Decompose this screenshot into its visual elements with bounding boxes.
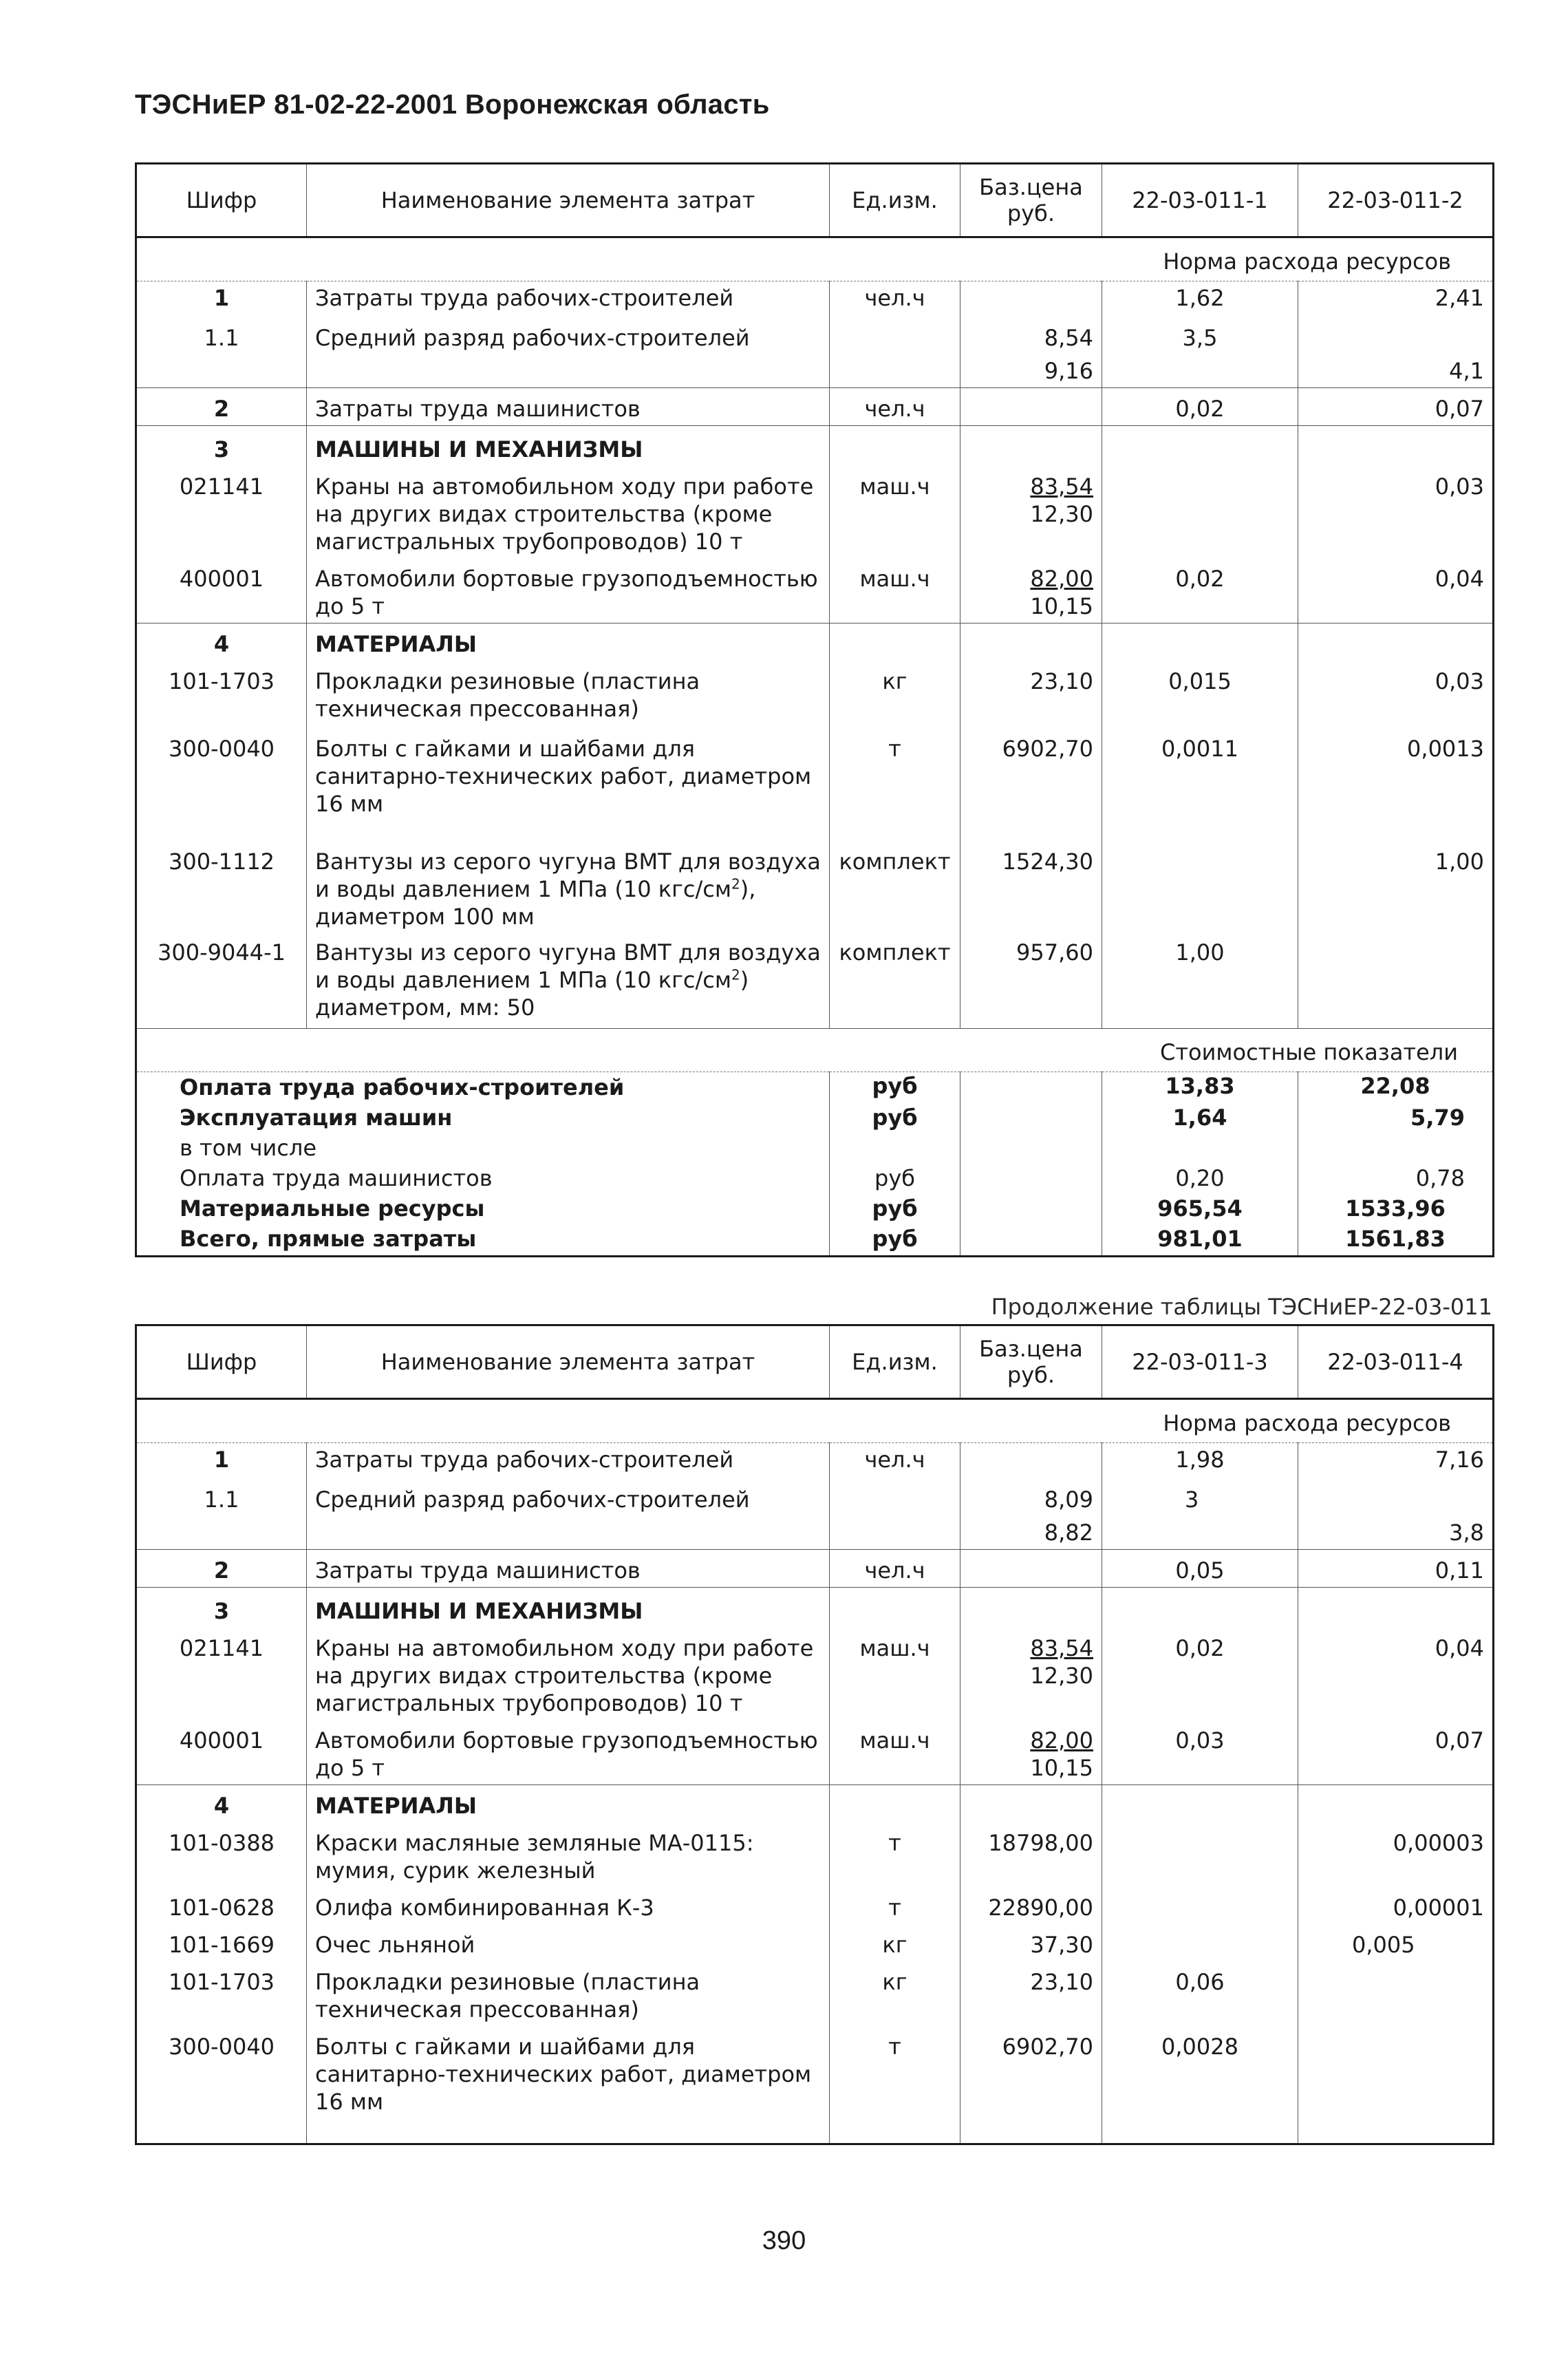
cell-price: 6902,70: [960, 725, 1102, 845]
total-n2: 5,79: [1298, 1104, 1494, 1134]
cell-price: 8,82: [960, 1516, 1102, 1550]
cell-unit: чел.ч: [830, 1443, 960, 1477]
cost-label: Стоимостные показатели: [136, 1029, 1494, 1072]
header-price: Баз.цена руб.: [960, 1325, 1102, 1399]
cell-unit: [830, 315, 960, 354]
table-row: [136, 933, 1494, 1029]
cell-price: 9,16: [960, 354, 1102, 388]
section-row: [136, 426, 1494, 467]
section-title: МАШИНЫ И МЕХАНИЗМЫ: [307, 1588, 830, 1628]
cell-code: 1.1: [204, 1486, 239, 1513]
cell-code: 021141: [179, 473, 264, 500]
total-label: в том числе: [180, 1135, 316, 1161]
section-title: МАТЕРИАЛЫ: [307, 1785, 830, 1823]
total-row: [136, 1104, 1494, 1134]
cell-n1: 0,0028: [1102, 2026, 1298, 2144]
table-row: [136, 725, 1494, 845]
cell-unit: комплект: [830, 845, 960, 933]
header-code: Шифр: [136, 1325, 307, 1399]
cell-code: [136, 354, 307, 388]
cell-n1: 0,02: [1102, 388, 1298, 426]
norm-label: Норма расхода ресурсов: [136, 1399, 1494, 1443]
cell-price: 23,10: [960, 661, 1102, 725]
cell-code: 1.1: [204, 325, 239, 351]
header-code: Шифр: [136, 164, 307, 237]
cell-n1: [1102, 466, 1298, 558]
header-n2: 22-03-011-2: [1298, 164, 1494, 237]
cell-price: [960, 1443, 1102, 1477]
cell-n2: 0,11: [1298, 1550, 1494, 1588]
cell-n2: 0,04: [1298, 1628, 1494, 1720]
section-norm: [136, 1399, 1494, 1443]
cell-name: Автомобили бортовые грузоподъемностью до 5 т: [307, 558, 830, 624]
cell-n1: [1102, 1887, 1298, 1924]
header-name: Наименование элемента затрат: [307, 164, 830, 237]
cell-n1: 0,03: [1102, 1720, 1298, 1785]
cell-price: [960, 466, 1102, 558]
cell-unit: маш.ч: [830, 466, 960, 558]
cell-name: Олифа комбинированная К-3: [307, 1887, 830, 1924]
section-title: МАШИНЫ И МЕХАНИЗМЫ: [307, 426, 830, 467]
header-price: Баз.цена руб.: [960, 164, 1102, 237]
cell-name: Краны на автомобильном ходу при работе на других видах строительства (кроме магистральных трубопроводов) 10 т: [307, 1628, 830, 1720]
section-cost: [136, 1029, 1494, 1072]
header-n2: 22-03-011-4: [1298, 1325, 1494, 1399]
cell-name: Затраты труда рабочих-строителей: [307, 281, 830, 315]
cell-n1: 0,0011: [1102, 725, 1298, 845]
section-norm: [136, 237, 1494, 281]
cell-unit: [830, 1516, 960, 1550]
table-row: [136, 466, 1494, 558]
header-unit: Ед.изм.: [830, 164, 960, 237]
cell-price: 22890,00: [960, 1887, 1102, 1924]
cell-n2: 1,00: [1298, 845, 1494, 933]
cell-name: Болты с гайками и шайбами для санитарно-технических работ, диаметром 16 мм: [307, 725, 830, 845]
page-number: 390: [762, 2226, 806, 2255]
total-label: Всего, прямые затраты: [180, 1226, 477, 1252]
header-n1: 22-03-011-1: [1102, 164, 1298, 237]
cell-code: 300-0040: [168, 2034, 275, 2060]
cell-code: 2: [213, 1557, 230, 1584]
table-header: [136, 164, 1494, 237]
table-row: [136, 388, 1494, 426]
cell-n2: 0,0013: [1298, 725, 1494, 845]
cell-unit: т: [830, 725, 960, 845]
cell-unit: маш.ч: [830, 558, 960, 624]
total-n1: 13,83: [1102, 1072, 1298, 1105]
cell-code: 1: [213, 1447, 230, 1473]
price-primary: 83,54: [1030, 1635, 1093, 1661]
table-row: [136, 1628, 1494, 1720]
table-row: [136, 1476, 1494, 1516]
cell-name: Затраты труда рабочих-строителей: [307, 1443, 830, 1477]
cell-n2: [1298, 2026, 1494, 2144]
cell-code: 300-9044-1: [158, 939, 286, 966]
cell-n1: 3,5: [1102, 315, 1298, 354]
total-label: Материальные ресурсы: [180, 1195, 485, 1222]
cell-price: 1524,30: [960, 845, 1102, 933]
cell-price: 23,10: [960, 1961, 1102, 2026]
cell-n1: 0,02: [1102, 558, 1298, 624]
section-title: МАТЕРИАЛЫ: [307, 624, 830, 661]
price-primary: 83,54: [1030, 473, 1093, 500]
cell-price: [960, 281, 1102, 315]
cell-unit: чел.ч: [830, 281, 960, 315]
cell-unit: [830, 354, 960, 388]
cell-name: Вантузы из серого чугуна ВМТ для воздуха и воды давлением 1 МПа (10 кгс/$см^2$), диаметром 100 мм: [307, 845, 830, 933]
cell-n2: 0,03: [1298, 466, 1494, 558]
cell-n1: [1102, 845, 1298, 933]
cell-name: Прокладки резиновые (пластина техническая прессованная): [307, 1961, 830, 2026]
resource-table-2: [135, 1324, 1494, 2145]
table-row: [136, 1887, 1494, 1924]
cell-code: 101-1703: [168, 668, 275, 694]
total-n2: 1561,83: [1298, 1225, 1494, 1257]
cell-price: 6902,70: [960, 2026, 1102, 2144]
total-unit: руб: [830, 1225, 960, 1257]
section-row: [136, 1785, 1494, 1823]
table-row: [136, 1550, 1494, 1588]
cell-code: 101-0628: [168, 1895, 275, 1921]
cell-n1: 0,02: [1102, 1628, 1298, 1720]
table-row: [136, 1720, 1494, 1785]
cell-code: 2: [213, 396, 230, 422]
cell-n1: 1,62: [1102, 281, 1298, 315]
cell-n1: 0,06: [1102, 1961, 1298, 2026]
cell-n2: [1298, 933, 1494, 1029]
total-n2: 0,78: [1298, 1164, 1494, 1195]
cell-price: 37,30: [960, 1924, 1102, 1961]
cell-unit: т: [830, 2026, 960, 2144]
cell-n2: 0,07: [1298, 1720, 1494, 1785]
cell-n2: 0,00001: [1298, 1887, 1494, 1924]
total-row: [136, 1072, 1494, 1105]
price-primary: 82,00: [1030, 1727, 1093, 1754]
cell-unit: кг: [830, 1924, 960, 1961]
cell-name: Очес льняной: [307, 1924, 830, 1961]
cell-code: 3: [213, 1598, 230, 1624]
total-n1: 1,64: [1102, 1104, 1298, 1134]
cell-price: [960, 1628, 1102, 1720]
cell-n2: [1298, 1476, 1494, 1516]
cell-code: 4: [213, 1793, 230, 1819]
cell-n2: 3,8: [1298, 1516, 1494, 1550]
cell-code: 1: [213, 285, 230, 311]
table-header: [136, 1325, 1494, 1399]
cell-n2: 0,07: [1298, 388, 1494, 426]
total-unit: руб: [830, 1072, 960, 1105]
total-n2: 22,08: [1298, 1072, 1494, 1105]
cell-name: Прокладки резиновые (пластина техническая прессованная): [307, 661, 830, 725]
cell-unit: т: [830, 1887, 960, 1924]
table-row: [136, 315, 1494, 354]
price-secondary: 12,30: [1030, 1663, 1093, 1689]
total-n2: 1533,96: [1298, 1195, 1494, 1225]
cell-n2: 4,1: [1298, 354, 1494, 388]
cell-n1: 0,015: [1102, 661, 1298, 725]
table-row: [136, 661, 1494, 725]
cell-n1: 1,00: [1102, 933, 1298, 1029]
cell-unit: маш.ч: [830, 1628, 960, 1720]
cell-code: 101-1703: [168, 1969, 275, 1995]
cell-price: [960, 1550, 1102, 1588]
resource-table-1: [135, 162, 1494, 1257]
continuation-title: Продолжение таблицы ТЭСНиЕР-22-03-011: [991, 1294, 1492, 1320]
section-row: [136, 1588, 1494, 1628]
cell-code: 3: [213, 436, 230, 462]
cell-code: 400001: [179, 1727, 264, 1754]
total-n1: 965,54: [1102, 1195, 1298, 1225]
table-row: [136, 1516, 1494, 1550]
cell-price: [960, 558, 1102, 624]
total-n1: 0,20: [1102, 1164, 1298, 1195]
cell-code: 300-0040: [168, 736, 275, 762]
total-label: Эксплуатация машин: [180, 1105, 453, 1131]
total-unit: руб: [830, 1104, 960, 1134]
cell-name: Краны на автомобильном ходу при работе на других видах строительства (кроме магистральных трубопроводов) 10 т: [307, 466, 830, 558]
cell-name: Затраты труда машинистов: [307, 388, 830, 426]
table-row: [136, 1822, 1494, 1887]
page-title: ТЭСНиЕР 81-02-22-2001 Воронежская область: [135, 89, 770, 120]
total-unit: руб: [830, 1164, 960, 1195]
table-row: [136, 845, 1494, 933]
price-secondary: 10,15: [1030, 1755, 1093, 1781]
cell-price: [960, 1720, 1102, 1785]
table-row: [136, 1924, 1494, 1961]
cell-n2: 0,04: [1298, 558, 1494, 624]
table-row: [136, 354, 1494, 388]
cell-name: Вантузы из серого чугуна ВМТ для воздуха и воды давлением 1 МПа (10 кгс/$см^2$) диаметром, мм: 50: [307, 933, 830, 1029]
total-row: [136, 1134, 1494, 1164]
cell-n2: 2,41: [1298, 281, 1494, 315]
cell-unit: чел.ч: [830, 1550, 960, 1588]
cell-price: [960, 388, 1102, 426]
cell-name: Автомобили бортовые грузоподъемностью до 5 т: [307, 1720, 830, 1785]
cell-n1: 0,05: [1102, 1550, 1298, 1588]
table-row: [136, 2026, 1494, 2144]
cell-n2: [1298, 315, 1494, 354]
cell-name: Краски масляные земляные МА-0115: мумия, сурик железный: [307, 1822, 830, 1887]
cell-name: [307, 354, 830, 388]
cell-price: 8,09: [960, 1476, 1102, 1516]
total-label: Оплата труда машинистов: [180, 1165, 493, 1191]
section-row: [136, 624, 1494, 661]
norm-label: Норма расхода ресурсов: [136, 237, 1494, 281]
total-row: [136, 1195, 1494, 1225]
cell-n2: 0,03: [1298, 661, 1494, 725]
cell-unit: кг: [830, 661, 960, 725]
total-unit: руб: [830, 1195, 960, 1225]
cell-code: 300-1112: [168, 849, 275, 875]
cell-price: 957,60: [960, 933, 1102, 1029]
table-row: [136, 1961, 1494, 2026]
table-row: [136, 281, 1494, 315]
cell-code: 101-1669: [168, 1932, 275, 1958]
cell-unit: кг: [830, 1961, 960, 2026]
cell-code: [136, 1516, 307, 1550]
cell-unit: [830, 1476, 960, 1516]
cell-n1: [1102, 354, 1298, 388]
cell-code: 021141: [179, 1635, 264, 1661]
header-n1: 22-03-011-3: [1102, 1325, 1298, 1399]
total-label: Оплата труда рабочих-строителей: [180, 1074, 625, 1100]
price-primary: 82,00: [1030, 566, 1093, 592]
total-row: [136, 1225, 1494, 1257]
cell-name: [307, 1516, 830, 1550]
cell-name: Средний разряд рабочих-строителей: [307, 1476, 830, 1516]
price-secondary: 10,15: [1030, 593, 1093, 619]
cell-unit: комплект: [830, 933, 960, 1029]
total-row: [136, 1164, 1494, 1195]
cell-n1: 3: [1102, 1476, 1298, 1516]
cell-unit: маш.ч: [830, 1720, 960, 1785]
cell-unit: т: [830, 1822, 960, 1887]
price-secondary: 12,30: [1030, 501, 1093, 527]
total-n1: 981,01: [1102, 1225, 1298, 1257]
cell-n2: [1298, 1961, 1494, 2026]
cell-n1: [1102, 1516, 1298, 1550]
cell-code: 4: [213, 631, 230, 657]
cell-name: Болты с гайками и шайбами для санитарно-технических работ, диаметром 16 мм: [307, 2026, 830, 2144]
table-row: [136, 1443, 1494, 1477]
cell-n1: [1102, 1822, 1298, 1887]
cell-price: 18798,00: [960, 1822, 1102, 1887]
cell-n2: 0,00003: [1298, 1822, 1494, 1887]
cell-unit: чел.ч: [830, 388, 960, 426]
cell-price: 8,54: [960, 315, 1102, 354]
cell-n2: 0,005: [1298, 1924, 1494, 1961]
cell-n2: 7,16: [1298, 1443, 1494, 1477]
header-name: Наименование элемента затрат: [307, 1325, 830, 1399]
cell-code: 400001: [179, 566, 264, 592]
cell-n1: 1,98: [1102, 1443, 1298, 1477]
cell-code: 101-0388: [168, 1830, 275, 1856]
table-row: [136, 558, 1494, 624]
cell-name: Затраты труда машинистов: [307, 1550, 830, 1588]
cell-name: Средний разряд рабочих-строителей: [307, 315, 830, 354]
cell-n1: [1102, 1924, 1298, 1961]
header-unit: Ед.изм.: [830, 1325, 960, 1399]
